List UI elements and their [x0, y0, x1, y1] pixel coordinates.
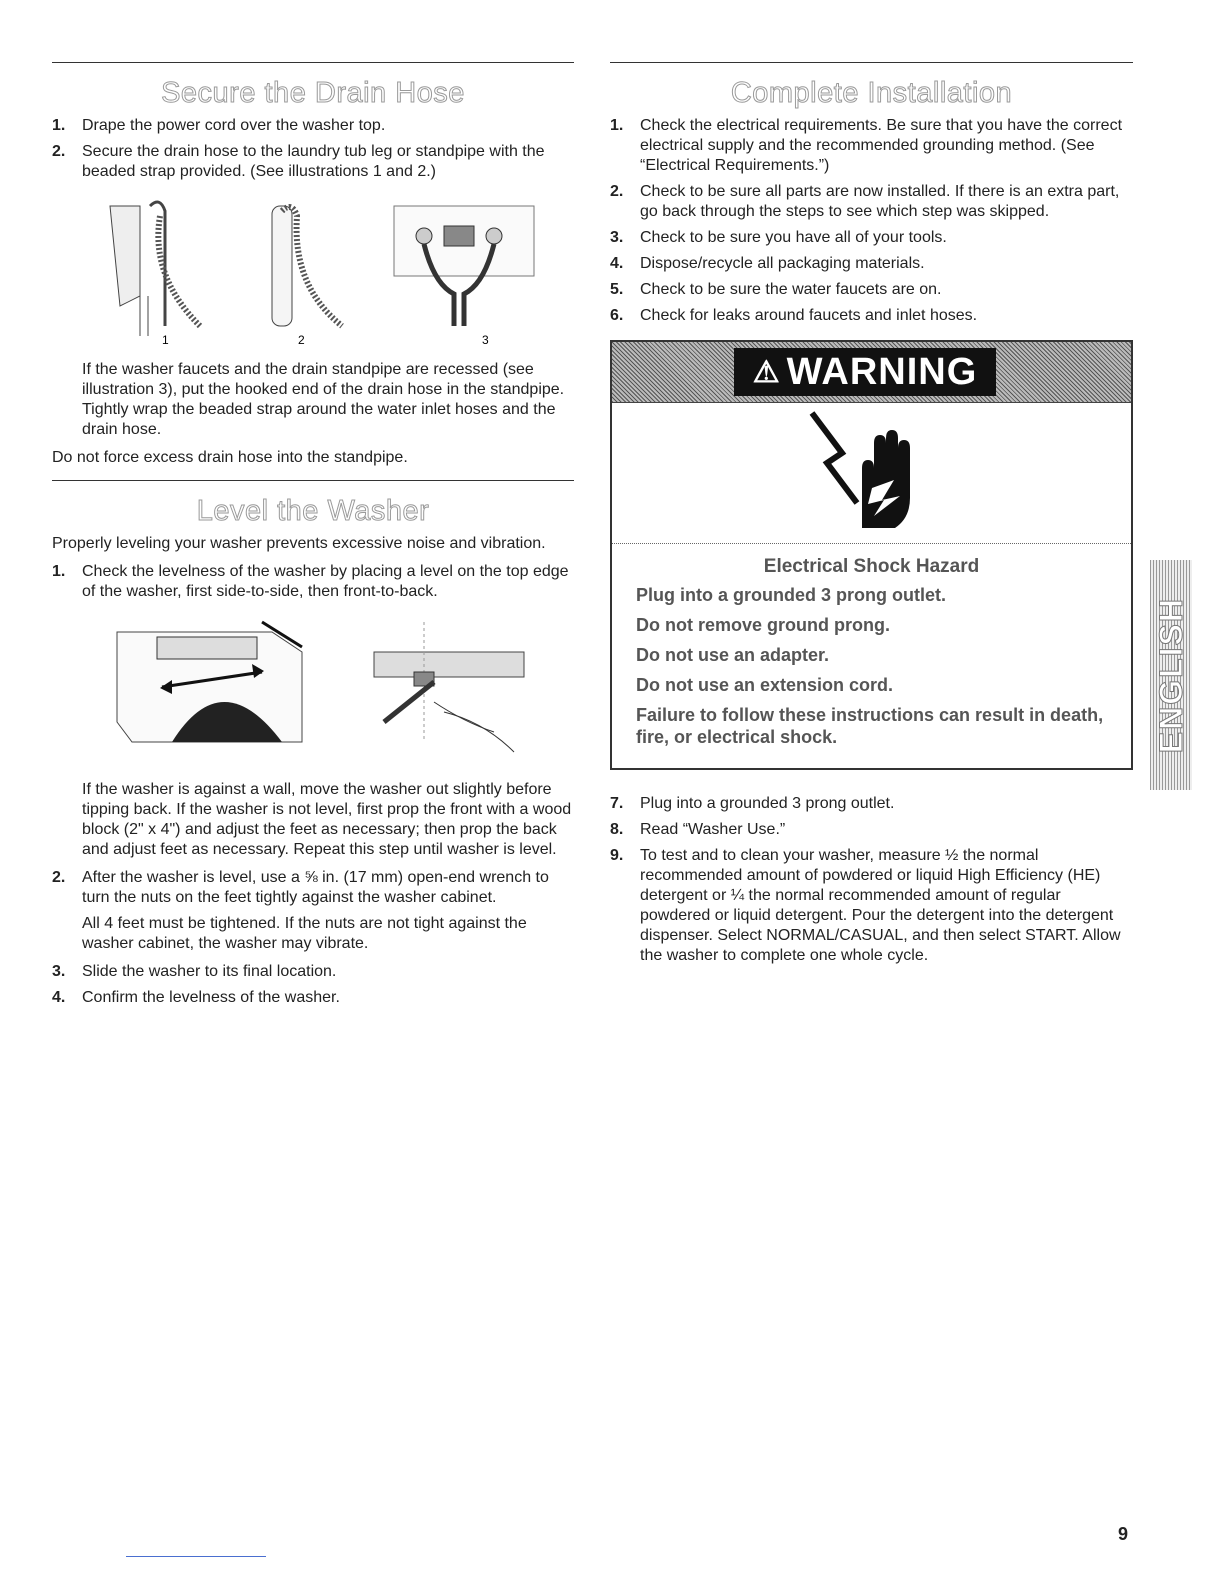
step-text: Confirm the levelness of the washer. [82, 989, 340, 1006]
warning-triangle-icon: ⚠ [752, 355, 781, 389]
complete-steps [610, 116, 1133, 326]
list-item [52, 116, 574, 136]
list-item [610, 820, 1133, 840]
step-text: Check the electrical requirements. Be sure that you have the correct electrical supply and the recommended grounding method. (See “Electrical Requirements.”) [640, 117, 1123, 174]
step-text: Secure the drain hose to the laundry tub leg or standpipe with the beaded strap provided. (See illustrations 1 and 2.) [82, 143, 545, 180]
warning-word: WARNING [786, 350, 978, 393]
level-illustrations [112, 612, 534, 762]
excess-hose-note: Do not force excess drain hose into the standpipe. [52, 449, 408, 466]
list-item [610, 794, 1133, 814]
step-number: 2. [52, 143, 66, 160]
complete-installation-title: Complete Installation [730, 77, 1013, 109]
drain-hose-steps [52, 116, 574, 182]
step-text: Check for leaks around faucets and inlet hoses. [640, 307, 978, 324]
washer-level-illustration [112, 612, 312, 752]
hazard-line: Do not remove ground prong. [636, 615, 890, 635]
step-number: 3. [52, 963, 66, 980]
list-item [610, 228, 1133, 248]
step-text: After the washer is level, use a ⅝ in. (17 mm) open-end wrench to turn the nuts on the feet tightly against the washer cabinet. [82, 869, 549, 906]
standpipe-illustration-2 [252, 196, 362, 346]
step-text: Read “Washer Use.” [640, 821, 786, 838]
shock-hazard-symbol-panel [612, 403, 1131, 544]
step-number: 1. [610, 117, 624, 134]
illustration-label: 3 [482, 333, 489, 346]
hazard-line: Do not use an adapter. [636, 645, 830, 665]
section-rule [52, 480, 574, 481]
step-text: Check to be sure you have all of your tools. [640, 229, 947, 246]
level-washer-title: Level the Washer [196, 495, 430, 527]
step-text: Check to be sure the water faucets are on. [640, 281, 942, 298]
complete-steps-cont [610, 794, 1133, 966]
right-column [610, 62, 1133, 972]
hazard-line: Failure to follow these instructions can result in death, fire, or electrical shock. [636, 705, 1104, 747]
list-item [610, 306, 1133, 326]
step-number: 5. [610, 281, 624, 298]
step-number: 8. [610, 821, 624, 838]
step-number: 2. [52, 869, 66, 886]
recessed-standpipe-paragraph: If the washer faucets and the drain standpipe are recessed (see illustration 3), put the hooked end of the drain hose in the standpipe. Tightly wrap the beaded strap around the water inlet hoses and the drain hose. [82, 361, 565, 438]
electric-shock-hand-icon [802, 408, 942, 538]
hazard-line: Do not use an extension cord. [636, 675, 894, 695]
step-number: 7. [610, 795, 624, 812]
level-steps-final [52, 962, 574, 1008]
drain-hose-illustrations [100, 196, 544, 346]
step-text: To test and to clean your washer, measure ½ the normal recommended amount of powdered or liquid High Efficiency (HE) detergent or ¼ the normal recommended amount of regular powdered or liquid detergent. Pour the detergent into the detergent dispenser. Select NORMAL/CASUAL, and then select START. Allow the washer to complete one whole cycle. [640, 847, 1121, 964]
list-item [610, 280, 1133, 300]
hazard-title: Electrical Shock Hazard [763, 556, 980, 577]
page-number: 9 [1118, 1524, 1129, 1544]
level-steps-cont [52, 868, 574, 908]
list-item [610, 116, 1133, 176]
language-label: ENGLISH [1152, 596, 1189, 754]
step-text: Slide the washer to its final location. [82, 963, 337, 980]
step-text: Plug into a grounded 3 prong outlet. [640, 795, 895, 812]
list-item [52, 142, 574, 182]
level-intro: Properly leveling your washer prevents excessive noise and vibration. [52, 535, 546, 552]
step-text: Check the levelness of the washer by placing a level on the top edge of the washer, first side-to-side, then front-to-back. [82, 563, 569, 600]
step-text: Dispose/recycle all packaging materials. [640, 255, 925, 272]
list-item [52, 988, 574, 1008]
hazard-line: Plug into a grounded 3 prong outlet. [636, 585, 946, 605]
step-number: 6. [610, 307, 624, 324]
step-number: 1. [52, 563, 66, 580]
wrench-feet-illustration [364, 612, 534, 762]
hazard-text-block [612, 544, 1131, 768]
level-step1-note: If the washer is against a wall, move the washer out slightly before tipping back. If the washer is not level, first prop the front with a wood block (2" x 4") and adjust the feet as necessary; then prop the back and adjust feet as necessary. Repeat this step until washer is level. [82, 781, 572, 858]
step-number: 9. [610, 847, 624, 864]
electrical-shock-warning-box [610, 340, 1133, 770]
list-item [610, 846, 1133, 966]
list-item [52, 962, 574, 982]
section-rule [610, 62, 1133, 63]
illustration-label: 1 [162, 333, 169, 346]
level-step2-note: All 4 feet must be tightened. If the nuts are not tight against the washer cabinet, the washer may vibrate. [82, 915, 527, 952]
drain-hose-title: Secure the Drain Hose [161, 77, 465, 109]
left-column [52, 62, 574, 1014]
list-item [610, 182, 1133, 222]
level-steps [52, 562, 574, 602]
step-number: 3. [610, 229, 624, 246]
step-text: Drape the power cord over the washer top. [82, 117, 386, 134]
language-side-tab [1150, 560, 1192, 790]
recessed-faucet-illustration-3 [384, 196, 544, 346]
warning-header-bar [612, 342, 1131, 403]
list-item [52, 868, 574, 908]
step-number: 2. [610, 183, 624, 200]
step-text: Check to be sure all parts are now installed. If there is an extra part, go back through the steps to see which step was skipped. [640, 183, 1120, 220]
standpipe-illustration-1 [100, 196, 230, 346]
illustration-label: 2 [298, 333, 305, 346]
footer-rule [126, 1556, 266, 1557]
warning-label [734, 348, 996, 396]
step-number: 4. [610, 255, 624, 272]
section-rule [52, 62, 574, 63]
step-number: 4. [52, 989, 66, 1006]
step-number: 1. [52, 117, 66, 134]
list-item [610, 254, 1133, 274]
list-item [52, 562, 574, 602]
